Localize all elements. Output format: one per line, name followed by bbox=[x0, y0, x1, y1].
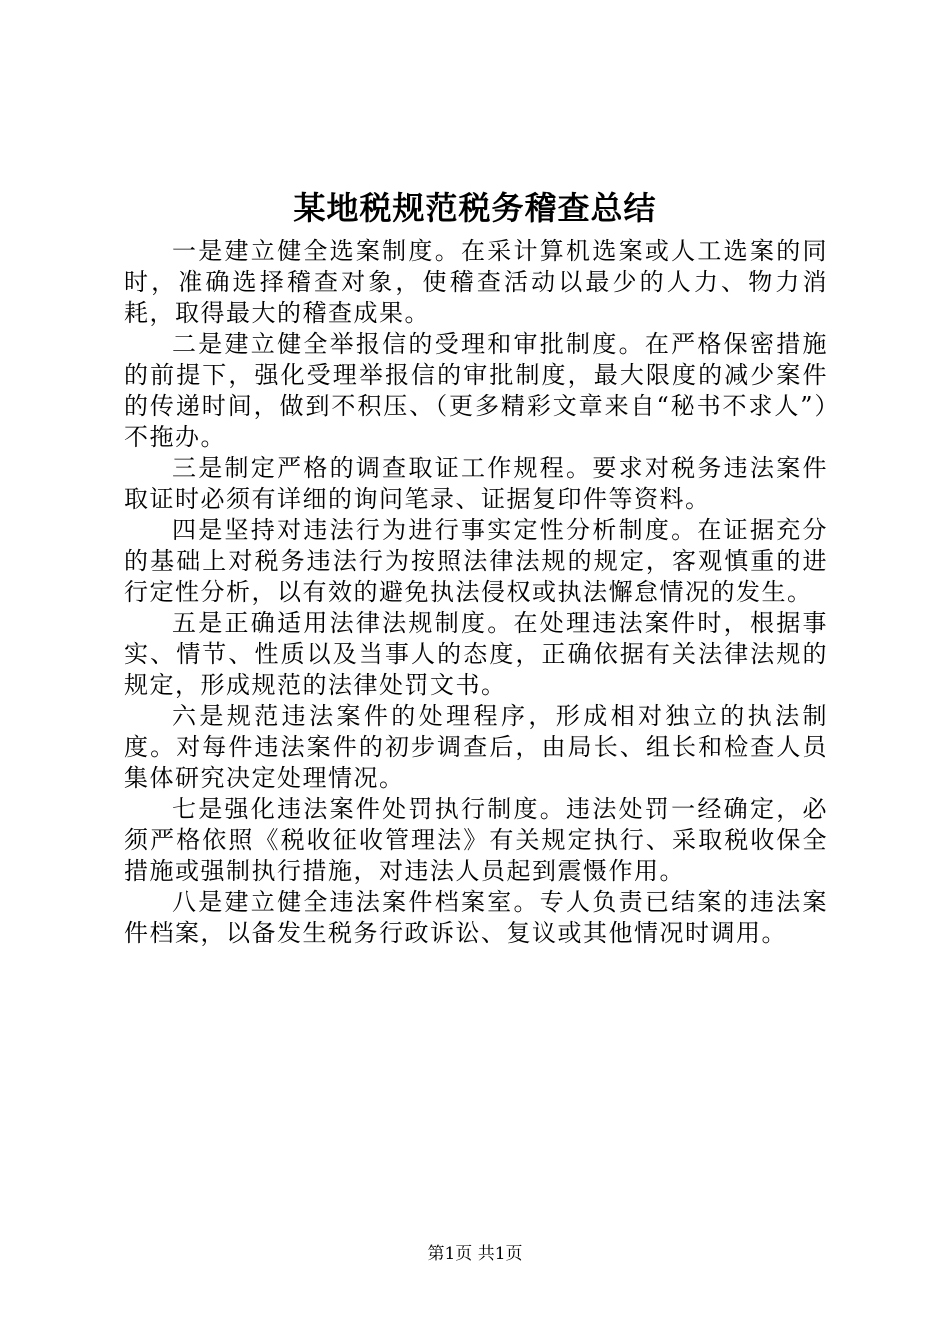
paragraph-4: 四是坚持对违法行为进行事实定性分析制度。在证据充分的基础上对税务违法行为按照法律法规的规定，客观慎重的进行定性分析，以有效的避免执法侵权或执法懈怠情况的发生。 bbox=[124, 516, 828, 606]
paragraph-7: 七是强化违法案件处罚执行制度。违法处罚一经确定，必须严格依照《税收征收管理法》有关规定执行、采取税收保全措施或强制执行措施，对违法人员起到震慑作用。 bbox=[124, 795, 828, 885]
paragraph-5: 五是正确适用法律法规制度。在处理违法案件时，根据事实、情节、性质以及当事人的态度，正确依据有关法律法规的规定，形成规范的法律处罚文书。 bbox=[124, 609, 828, 699]
page-footer: 第1页 共1页 bbox=[427, 1244, 523, 1264]
document-body bbox=[124, 236, 828, 949]
paragraph-2: 二是建立健全举报信的受理和审批制度。在严格保密措施的前提下，强化受理举报信的审批制度，最大限度的减少案件的传递时间，做到不积压、（更多精彩文章来自“秘书不求人”）不拖办。 bbox=[124, 330, 828, 451]
paragraph-3: 三是制定严格的调查取证工作规程。要求对税务违法案件取证时必须有详细的询问笔录、证据复印件等资料。 bbox=[124, 454, 828, 513]
document-title: 某地税规范税务稽查总结 bbox=[293, 189, 657, 227]
paragraph-6: 六是规范违法案件的处理程序，形成相对独立的执法制度。对每件违法案件的初步调查后，由局长、组长和检查人员集体研究决定处理情况。 bbox=[124, 702, 828, 792]
paragraph-8: 八是建立健全违法案件档案室。专人负责已结案的违法案件档案，以备发生税务行政诉讼、复议或其他情况时调用。 bbox=[124, 888, 828, 947]
paragraph-1: 一是建立健全选案制度。在采计算机选案或人工选案的同时，准确选择稽查对象，使稽查活动以最少的人力、物力消耗，取得最大的稽查成果。 bbox=[124, 237, 828, 327]
